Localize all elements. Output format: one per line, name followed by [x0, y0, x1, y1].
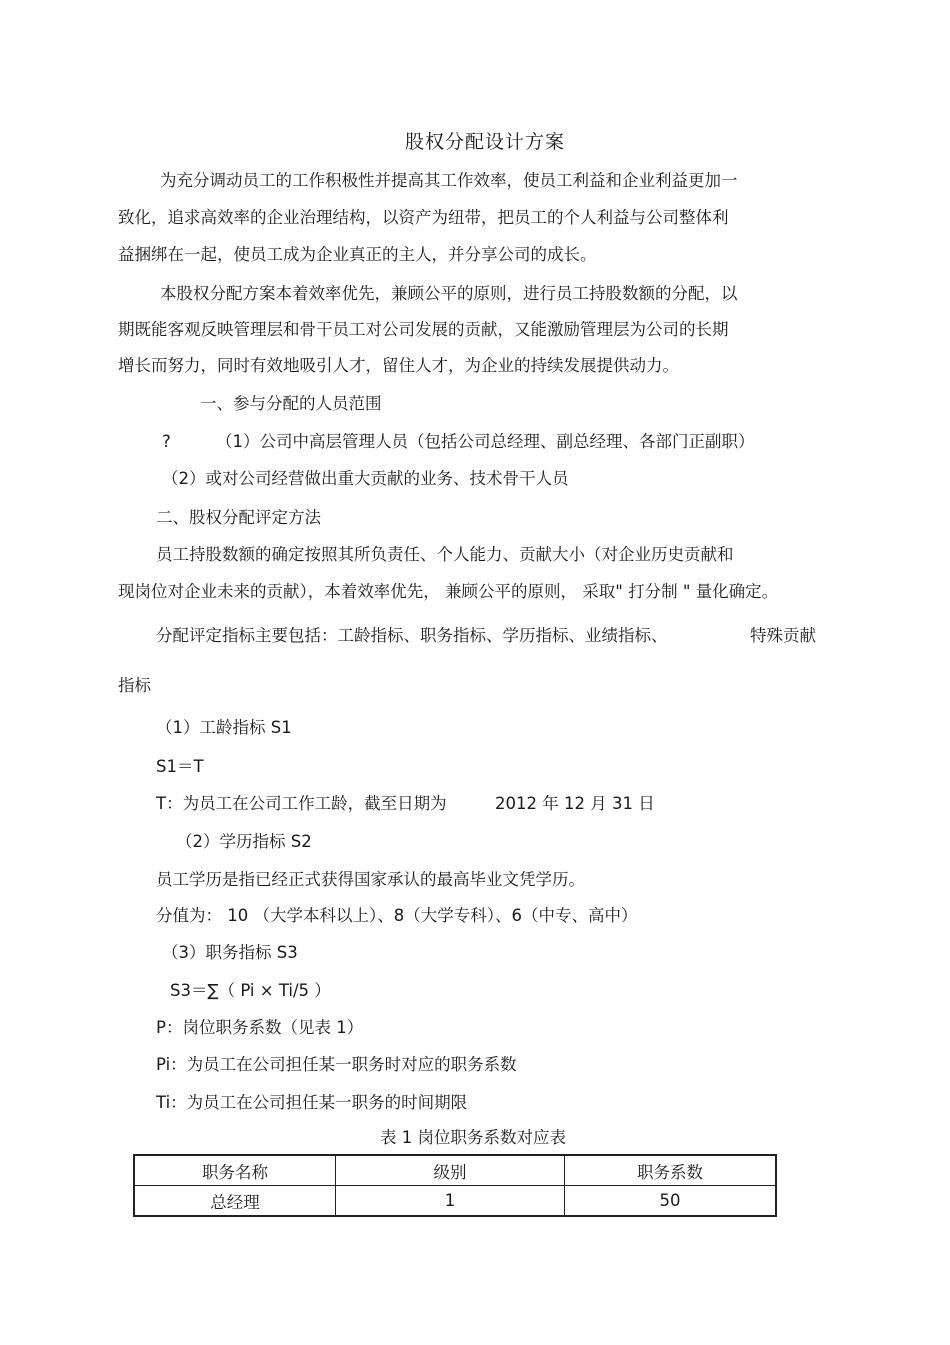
principle-line-2: 期既能客观反映管理层和骨干员工对公司发展的贡献，又能激励管理层为公司的长期 — [118, 320, 729, 339]
s2-heading: （2）学历指标 S2 — [176, 832, 312, 851]
scope-item-1: （1）公司中高层管理人员（包括公司总经理、副总经理、各部门正副职） — [216, 432, 755, 451]
table-caption: 表 1 岗位职务系数对应表 — [380, 1128, 566, 1147]
intro-line-1: 为充分调动员工的工作积极性并提高其工作效率，使员工利益和企业利益更加一 — [160, 171, 738, 190]
pi-definition: Pi：为员工在公司担任某一职务时对应的职务系数 — [156, 1055, 517, 1074]
s1-heading: （1）工龄指标 S1 — [156, 718, 292, 737]
table-cell: 总经理 — [134, 1186, 336, 1217]
s2-values: 分值为： 10 （大学本科以上）、8（大学专科）、6（中专、高中） — [156, 906, 638, 925]
principle-line-1: 本股权分配方案本着效率优先，兼顾公平的原则，进行员工持股数额的分配，以 — [160, 284, 738, 303]
indicators-line-tail: 特殊贡献 — [750, 626, 816, 645]
method-line-1: 员工持股数额的确定按照其所负责任、个人能力、贡献大小（对企业历史贡献和 — [156, 545, 734, 564]
indicators-line: 分配评定指标主要包括：工龄指标、职务指标、学历指标、业绩指标、 — [156, 626, 668, 645]
intro-line-3: 益捆绑在一起，使员工成为企业真正的主人，并分享公司的成长。 — [118, 245, 597, 264]
scope-item-2: （2）或对公司经营做出重大贡献的业务、技术骨干人员 — [162, 469, 569, 488]
table-header-row — [134, 1155, 776, 1186]
ti-definition: Ti：为员工在公司担任某一职务的时间期限 — [156, 1093, 468, 1112]
table-header-cell: 职务名称 — [134, 1155, 336, 1186]
section2-heading: 二、股权分配评定方法 — [156, 508, 321, 527]
method-line-2: 现岗位对企业未来的贡献），本着效率优先， 兼顾公平的原则， 采取" 打分制 " 量化确定。 — [118, 582, 779, 601]
table-cell: 1 — [336, 1186, 565, 1217]
position-coefficient-table — [133, 1154, 777, 1217]
table-cell: 50 — [565, 1186, 777, 1217]
s2-definition: 员工学历是指已经正式获得国家承认的最高毕业文凭学历。 — [156, 870, 585, 889]
table-header-cell: 职务系数 — [565, 1155, 777, 1186]
indicators-continuation: 指标 — [118, 676, 151, 695]
principle-line-3: 增长而努力，同时有效地吸引人才，留住人才，为企业的持续发展提供动力。 — [118, 356, 679, 375]
section1-heading: 一、参与分配的人员范围 — [200, 394, 382, 413]
intro-line-2: 致化，追求高效率的企业治理结构，以资产为纽带，把员工的个人利益与公司整体利 — [118, 208, 729, 227]
table-row — [134, 1186, 776, 1217]
t-definition: T：为员工在公司工作工龄，截至日期为 — [156, 794, 447, 813]
p-definition: P：岗位职务系数（见表 1） — [156, 1018, 364, 1037]
t-definition-date: 2012 年 12 月 31 日 — [495, 794, 655, 813]
s3-formula: S3＝∑（ Pi × Ti/5 ） — [170, 981, 331, 1000]
s1-formula: S1＝T — [156, 757, 204, 776]
bullet-marker: ? — [162, 432, 171, 451]
table-header-cell: 级别 — [336, 1155, 565, 1186]
page-title: 股权分配设计方案 — [405, 131, 566, 153]
s3-heading: （3）职务指标 S3 — [162, 943, 298, 962]
